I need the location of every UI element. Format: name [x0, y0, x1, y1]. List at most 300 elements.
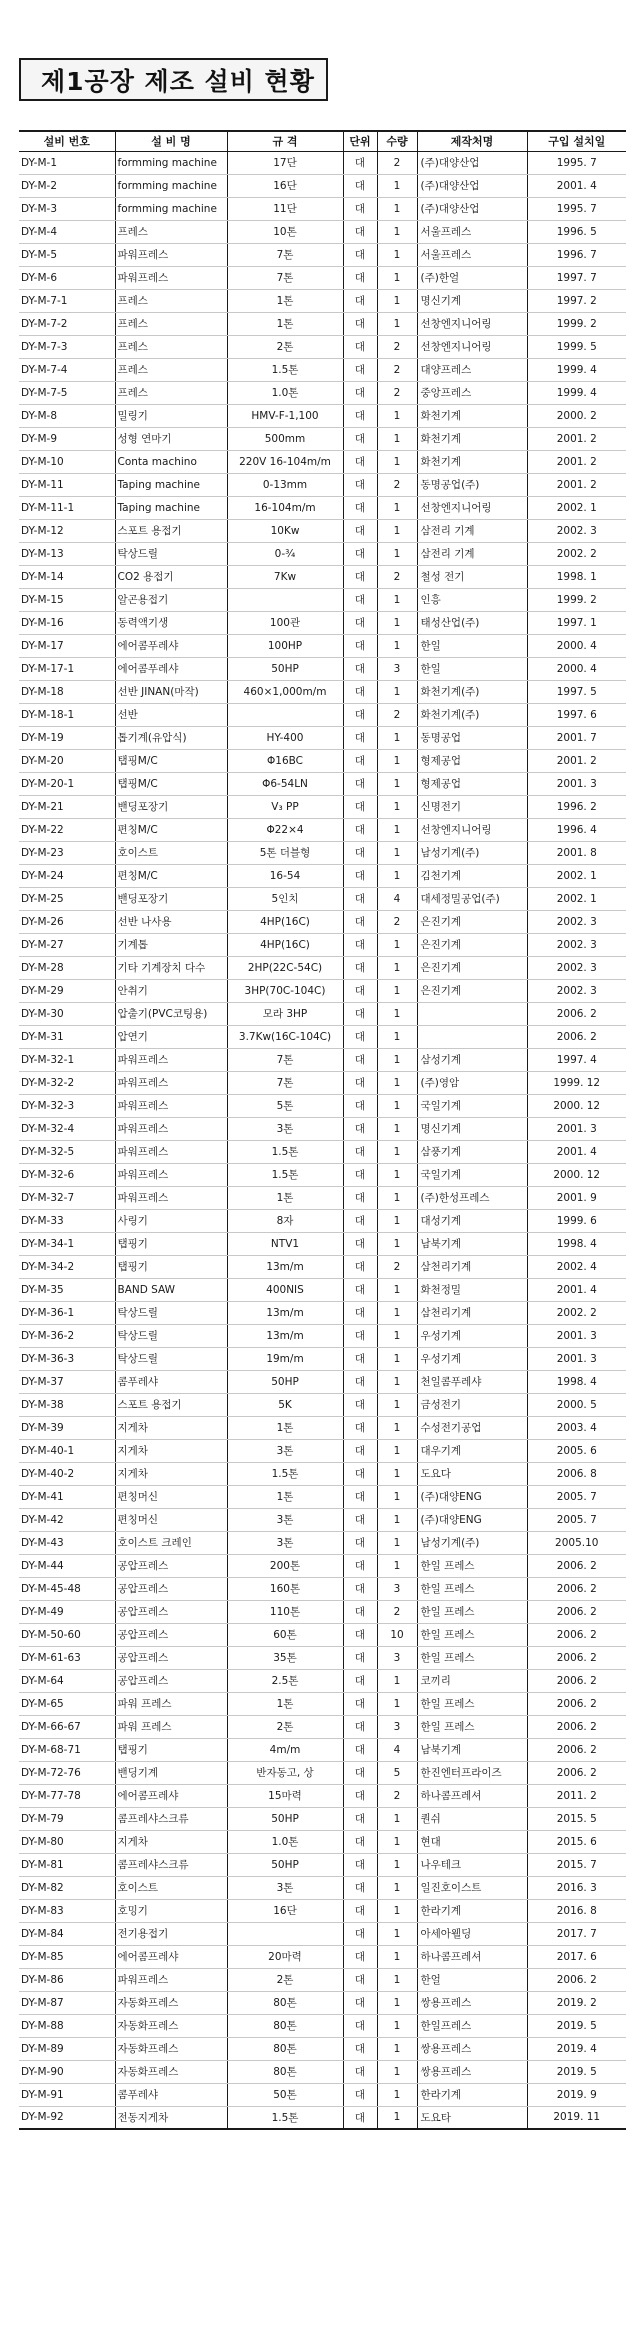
cell-equipment-name: 공압프레스 — [115, 1623, 227, 1646]
table-row — [19, 2106, 626, 2129]
cell-manufacturer: 남성기계(주) — [417, 841, 527, 864]
header-quantity: 수량 — [377, 131, 417, 151]
cell-spec: 5톤 더블형 — [227, 841, 343, 864]
cell-equipment-name: 자동화프레스 — [115, 1991, 227, 2014]
cell-unit: 대 — [343, 726, 377, 749]
cell-spec: 80톤 — [227, 1991, 343, 2014]
cell-install-date: 2001. 9 — [527, 1186, 626, 1209]
cell-equipment-name: 스포트 용접기 — [115, 1393, 227, 1416]
table-row — [19, 1278, 626, 1301]
cell-equipment-name: 프레스 — [115, 335, 227, 358]
equipment-table — [19, 130, 626, 2130]
cell-install-date: 1998. 1 — [527, 565, 626, 588]
equipment-table-wrap — [19, 130, 626, 2130]
table-row — [19, 473, 626, 496]
cell-equipment-name: 지게차 — [115, 1830, 227, 1853]
cell-unit: 대 — [343, 220, 377, 243]
cell-manufacturer: (주)영암 — [417, 1071, 527, 1094]
cell-install-date: 1996. 4 — [527, 818, 626, 841]
cell-quantity: 1 — [377, 818, 417, 841]
cell-spec: 1톤 — [227, 1485, 343, 1508]
cell-spec: 3HP(70C-104C) — [227, 979, 343, 1002]
table-row — [19, 1370, 626, 1393]
cell-equipment-name: 콤프레샤스크류 — [115, 1853, 227, 1876]
cell-spec: 50HP — [227, 657, 343, 680]
cell-quantity: 2 — [377, 473, 417, 496]
cell-equipment-no: DY-M-77-78 — [19, 1784, 115, 1807]
cell-manufacturer: 한일 프레스 — [417, 1692, 527, 1715]
cell-unit: 대 — [343, 519, 377, 542]
cell-spec: Φ16BC — [227, 749, 343, 772]
cell-equipment-name: Taping machine — [115, 496, 227, 519]
cell-install-date: 1998. 4 — [527, 1232, 626, 1255]
cell-equipment-no: DY-M-85 — [19, 1945, 115, 1968]
cell-unit: 대 — [343, 1830, 377, 1853]
cell-manufacturer — [417, 1002, 527, 1025]
cell-unit: 대 — [343, 243, 377, 266]
cell-quantity: 1 — [377, 749, 417, 772]
cell-equipment-name: 파워프레스 — [115, 1163, 227, 1186]
cell-quantity: 1 — [377, 611, 417, 634]
cell-spec: 160톤 — [227, 1577, 343, 1600]
cell-equipment-no: DY-M-25 — [19, 887, 115, 910]
cell-quantity: 1 — [377, 634, 417, 657]
cell-equipment-no: DY-M-13 — [19, 542, 115, 565]
cell-quantity: 1 — [377, 795, 417, 818]
table-row — [19, 266, 626, 289]
cell-equipment-no: DY-M-82 — [19, 1876, 115, 1899]
cell-manufacturer: 한일 프레스 — [417, 1623, 527, 1646]
cell-spec: 1톤 — [227, 1186, 343, 1209]
cell-spec: 16-104m/m — [227, 496, 343, 519]
cell-equipment-no: DY-M-39 — [19, 1416, 115, 1439]
cell-equipment-no: DY-M-18 — [19, 680, 115, 703]
table-row — [19, 381, 626, 404]
cell-unit: 대 — [343, 542, 377, 565]
cell-manufacturer: 나우테크 — [417, 1853, 527, 1876]
table-row — [19, 1485, 626, 1508]
cell-equipment-name: 호이스트 — [115, 841, 227, 864]
cell-quantity: 1 — [377, 864, 417, 887]
table-row — [19, 312, 626, 335]
cell-unit: 대 — [343, 473, 377, 496]
cell-spec: 반자동고, 상 — [227, 1761, 343, 1784]
table-row — [19, 611, 626, 634]
cell-quantity: 1 — [377, 266, 417, 289]
cell-equipment-no: DY-M-4 — [19, 220, 115, 243]
cell-equipment-no: DY-M-29 — [19, 979, 115, 1002]
cell-unit: 대 — [343, 1002, 377, 1025]
cell-manufacturer: 서울프레스 — [417, 243, 527, 266]
cell-unit: 대 — [343, 956, 377, 979]
cell-install-date: 2016. 8 — [527, 1899, 626, 1922]
cell-spec: 16단 — [227, 1899, 343, 1922]
table-row — [19, 1324, 626, 1347]
header-unit: 단위 — [343, 131, 377, 151]
cell-unit: 대 — [343, 1232, 377, 1255]
cell-spec: 5K — [227, 1393, 343, 1416]
table-row — [19, 1416, 626, 1439]
cell-quantity: 2 — [377, 1784, 417, 1807]
cell-install-date: 2005. 7 — [527, 1485, 626, 1508]
table-row — [19, 1991, 626, 2014]
table-row — [19, 542, 626, 565]
cell-quantity: 1 — [377, 1140, 417, 1163]
cell-equipment-name: Taping machine — [115, 473, 227, 496]
cell-install-date: 2001. 3 — [527, 772, 626, 795]
cell-quantity: 1 — [377, 542, 417, 565]
cell-equipment-name: 탁상드릴 — [115, 1324, 227, 1347]
cell-quantity: 1 — [377, 1347, 417, 1370]
cell-spec: 7톤 — [227, 243, 343, 266]
cell-unit: 대 — [343, 427, 377, 450]
cell-spec: 35톤 — [227, 1646, 343, 1669]
cell-manufacturer: 대양프레스 — [417, 358, 527, 381]
cell-unit: 대 — [343, 1784, 377, 1807]
cell-equipment-no: DY-M-65 — [19, 1692, 115, 1715]
cell-equipment-no: DY-M-32-4 — [19, 1117, 115, 1140]
cell-unit: 대 — [343, 289, 377, 312]
cell-install-date: 1997. 1 — [527, 611, 626, 634]
cell-unit: 대 — [343, 657, 377, 680]
cell-spec: 0-13mm — [227, 473, 343, 496]
cell-equipment-no: DY-M-30 — [19, 1002, 115, 1025]
cell-equipment-no: DY-M-32-2 — [19, 1071, 115, 1094]
cell-equipment-no: DY-M-17-1 — [19, 657, 115, 680]
cell-manufacturer: 한얼 — [417, 1968, 527, 1991]
cell-install-date: 2000. 4 — [527, 657, 626, 680]
cell-spec: 1.0톤 — [227, 1830, 343, 1853]
cell-equipment-no: DY-M-7-2 — [19, 312, 115, 335]
cell-equipment-no: DY-M-68-71 — [19, 1738, 115, 1761]
cell-equipment-no: DY-M-38 — [19, 1393, 115, 1416]
cell-equipment-name: 에어콤프레샤 — [115, 1945, 227, 1968]
cell-manufacturer: 삼전리 기계 — [417, 542, 527, 565]
cell-unit: 대 — [343, 1899, 377, 1922]
cell-install-date: 2006. 2 — [527, 1761, 626, 1784]
cell-spec: 10Kw — [227, 519, 343, 542]
cell-equipment-no: DY-M-12 — [19, 519, 115, 542]
table-row — [19, 887, 626, 910]
table-row — [19, 772, 626, 795]
cell-equipment-name: 지게차 — [115, 1462, 227, 1485]
cell-manufacturer: 삼풍기계 — [417, 1140, 527, 1163]
cell-equipment-name: 밴딩포장기 — [115, 887, 227, 910]
table-row — [19, 933, 626, 956]
cell-equipment-name: 편칭M/C — [115, 818, 227, 841]
cell-equipment-name: 밴딩포장기 — [115, 795, 227, 818]
cell-equipment-no: DY-M-41 — [19, 1485, 115, 1508]
cell-install-date: 1999. 12 — [527, 1071, 626, 1094]
cell-spec: 15마력 — [227, 1784, 343, 1807]
table-row — [19, 174, 626, 197]
cell-unit: 대 — [343, 680, 377, 703]
cell-equipment-no: DY-M-64 — [19, 1669, 115, 1692]
cell-spec: 5인치 — [227, 887, 343, 910]
cell-spec: 5톤 — [227, 1094, 343, 1117]
cell-manufacturer: 은진기계 — [417, 910, 527, 933]
cell-equipment-no: DY-M-44 — [19, 1554, 115, 1577]
table-row — [19, 1094, 626, 1117]
cell-manufacturer: 화천기계(주) — [417, 680, 527, 703]
cell-spec — [227, 703, 343, 726]
cell-quantity: 1 — [377, 197, 417, 220]
table-row — [19, 1876, 626, 1899]
table-row — [19, 1025, 626, 1048]
cell-equipment-name: 공압프레스 — [115, 1600, 227, 1623]
cell-quantity: 1 — [377, 841, 417, 864]
cell-equipment-name: 파워 프레스 — [115, 1715, 227, 1738]
cell-spec — [227, 1922, 343, 1945]
cell-quantity: 1 — [377, 289, 417, 312]
cell-manufacturer: 신명전기 — [417, 795, 527, 818]
table-row — [19, 1784, 626, 1807]
cell-equipment-no: DY-M-66-67 — [19, 1715, 115, 1738]
cell-unit: 대 — [343, 2037, 377, 2060]
cell-spec: 1.5톤 — [227, 1163, 343, 1186]
table-row — [19, 1646, 626, 1669]
cell-install-date: 1997. 7 — [527, 266, 626, 289]
cell-install-date: 2019. 5 — [527, 2060, 626, 2083]
cell-unit: 대 — [343, 1485, 377, 1508]
cell-equipment-no: DY-M-88 — [19, 2014, 115, 2037]
cell-spec: 2톤 — [227, 1715, 343, 1738]
cell-install-date: 1997. 6 — [527, 703, 626, 726]
cell-manufacturer: 천일콤푸레샤 — [417, 1370, 527, 1393]
cell-unit: 대 — [343, 1508, 377, 1531]
cell-manufacturer: 인흥 — [417, 588, 527, 611]
cell-unit: 대 — [343, 818, 377, 841]
cell-manufacturer: (주)한성프레스 — [417, 1186, 527, 1209]
cell-install-date: 2001. 8 — [527, 841, 626, 864]
cell-equipment-no: DY-M-21 — [19, 795, 115, 818]
cell-unit: 대 — [343, 1209, 377, 1232]
cell-manufacturer: 화천기계 — [417, 450, 527, 473]
cell-unit: 대 — [343, 565, 377, 588]
cell-spec: 19m/m — [227, 1347, 343, 1370]
cell-equipment-name: 선반 — [115, 703, 227, 726]
cell-spec: 13m/m — [227, 1255, 343, 1278]
cell-equipment-name: 전기용접기 — [115, 1922, 227, 1945]
cell-manufacturer: 한라기계 — [417, 1899, 527, 1922]
table-row — [19, 1600, 626, 1623]
table-row — [19, 1002, 626, 1025]
cell-equipment-name: 탭핑M/C — [115, 749, 227, 772]
cell-quantity: 4 — [377, 887, 417, 910]
cell-unit: 대 — [343, 1554, 377, 1577]
cell-equipment-no: DY-M-7-1 — [19, 289, 115, 312]
cell-spec: 3톤 — [227, 1508, 343, 1531]
cell-equipment-name: 압출기(PVC코팅용) — [115, 1002, 227, 1025]
cell-manufacturer: 형제공업 — [417, 749, 527, 772]
cell-spec: 1.5톤 — [227, 1462, 343, 1485]
cell-install-date: 2005.10 — [527, 1531, 626, 1554]
cell-equipment-name: 탭핑M/C — [115, 772, 227, 795]
cell-unit: 대 — [343, 611, 377, 634]
cell-install-date: 2006. 2 — [527, 1715, 626, 1738]
cell-unit: 대 — [343, 151, 377, 174]
cell-equipment-name: CO2 용접기 — [115, 565, 227, 588]
cell-spec: 1톤 — [227, 312, 343, 335]
table-row — [19, 1255, 626, 1278]
cell-install-date: 2001. 4 — [527, 174, 626, 197]
cell-manufacturer: 도요타 — [417, 2106, 527, 2129]
cell-equipment-name: 프레스 — [115, 289, 227, 312]
cell-quantity: 1 — [377, 1439, 417, 1462]
cell-install-date: 2016. 3 — [527, 1876, 626, 1899]
cell-equipment-name: 호이스트 크레인 — [115, 1531, 227, 1554]
cell-equipment-name: 사링기 — [115, 1209, 227, 1232]
cell-spec: 50톤 — [227, 2083, 343, 2106]
cell-quantity: 1 — [377, 1899, 417, 1922]
cell-spec: 3.7Kw(16C-104C) — [227, 1025, 343, 1048]
cell-spec: Φ22×4 — [227, 818, 343, 841]
cell-unit: 대 — [343, 1715, 377, 1738]
cell-equipment-name: 공압프레스 — [115, 1577, 227, 1600]
cell-unit: 대 — [343, 1623, 377, 1646]
cell-unit: 대 — [343, 358, 377, 381]
cell-equipment-no: DY-M-19 — [19, 726, 115, 749]
cell-unit: 대 — [343, 1876, 377, 1899]
cell-unit: 대 — [343, 1692, 377, 1715]
cell-manufacturer: 한라기계 — [417, 2083, 527, 2106]
cell-unit: 대 — [343, 864, 377, 887]
cell-equipment-name: 편칭M/C — [115, 864, 227, 887]
cell-equipment-name: 프레스 — [115, 220, 227, 243]
cell-manufacturer: 삼전리 기계 — [417, 519, 527, 542]
cell-unit: 대 — [343, 1324, 377, 1347]
cell-install-date: 1996. 7 — [527, 243, 626, 266]
table-row — [19, 496, 626, 519]
cell-equipment-no: DY-M-87 — [19, 1991, 115, 2014]
table-row — [19, 2014, 626, 2037]
cell-equipment-no: DY-M-20-1 — [19, 772, 115, 795]
table-row — [19, 1853, 626, 1876]
cell-spec: 16-54 — [227, 864, 343, 887]
cell-equipment-name: 파워프레스 — [115, 1048, 227, 1071]
cell-manufacturer: 대우기계 — [417, 1439, 527, 1462]
cell-quantity: 1 — [377, 174, 417, 197]
table-row — [19, 519, 626, 542]
cell-spec: 10톤 — [227, 220, 343, 243]
cell-equipment-name: 호이스트 — [115, 1876, 227, 1899]
cell-equipment-name: 동력액기생 — [115, 611, 227, 634]
cell-install-date: 2017. 7 — [527, 1922, 626, 1945]
cell-equipment-name: 전동지게차 — [115, 2106, 227, 2129]
cell-equipment-name: 파워프레스 — [115, 1968, 227, 1991]
table-row — [19, 1922, 626, 1945]
cell-quantity: 1 — [377, 519, 417, 542]
cell-spec: 2.5톤 — [227, 1669, 343, 1692]
cell-quantity: 3 — [377, 1646, 417, 1669]
cell-manufacturer: 남북기계 — [417, 1232, 527, 1255]
cell-equipment-name: 공압프레스 — [115, 1646, 227, 1669]
cell-manufacturer: 한일프레스 — [417, 2014, 527, 2037]
cell-manufacturer: 일진호이스트 — [417, 1876, 527, 1899]
cell-equipment-no: DY-M-40-1 — [19, 1439, 115, 1462]
cell-equipment-no: DY-M-11-1 — [19, 496, 115, 519]
cell-equipment-no: DY-M-23 — [19, 841, 115, 864]
cell-quantity: 2 — [377, 565, 417, 588]
cell-spec: 17단 — [227, 151, 343, 174]
cell-spec: 3톤 — [227, 1439, 343, 1462]
cell-quantity: 1 — [377, 1807, 417, 1830]
cell-equipment-name: 지게차 — [115, 1439, 227, 1462]
cell-equipment-no: DY-M-1 — [19, 151, 115, 174]
cell-equipment-no: DY-M-8 — [19, 404, 115, 427]
table-row — [19, 910, 626, 933]
cell-spec: 3톤 — [227, 1876, 343, 1899]
cell-spec: 60톤 — [227, 1623, 343, 1646]
cell-equipment-name: formming machine — [115, 197, 227, 220]
cell-manufacturer: 형제공업 — [417, 772, 527, 795]
cell-manufacturer: 한일 프레스 — [417, 1715, 527, 1738]
table-row — [19, 588, 626, 611]
cell-quantity: 1 — [377, 979, 417, 1002]
cell-quantity: 1 — [377, 933, 417, 956]
table-row — [19, 1554, 626, 1577]
cell-manufacturer: 한일 — [417, 657, 527, 680]
cell-equipment-no: DY-M-24 — [19, 864, 115, 887]
cell-equipment-no: DY-M-80 — [19, 1830, 115, 1853]
cell-equipment-no: DY-M-5 — [19, 243, 115, 266]
table-row — [19, 1140, 626, 1163]
cell-spec: 2톤 — [227, 335, 343, 358]
cell-equipment-no: DY-M-6 — [19, 266, 115, 289]
cell-spec: 1톤 — [227, 1416, 343, 1439]
cell-install-date: 2001. 2 — [527, 749, 626, 772]
cell-spec: 80톤 — [227, 2060, 343, 2083]
table-row — [19, 1738, 626, 1761]
cell-install-date: 2001. 4 — [527, 1278, 626, 1301]
cell-quantity: 1 — [377, 588, 417, 611]
cell-spec: 3톤 — [227, 1117, 343, 1140]
cell-equipment-no: DY-M-3 — [19, 197, 115, 220]
cell-manufacturer: 대세정밀공업(주) — [417, 887, 527, 910]
cell-equipment-name: 공압프레스 — [115, 1669, 227, 1692]
cell-equipment-no: DY-M-37 — [19, 1370, 115, 1393]
cell-unit: 대 — [343, 1140, 377, 1163]
cell-unit: 대 — [343, 1462, 377, 1485]
cell-install-date: 1999. 5 — [527, 335, 626, 358]
header-manufacturer: 제작처명 — [417, 131, 527, 151]
cell-install-date: 2002. 2 — [527, 542, 626, 565]
cell-quantity: 2 — [377, 381, 417, 404]
cell-equipment-name: formming machine — [115, 174, 227, 197]
cell-quantity: 1 — [377, 1117, 417, 1140]
cell-unit: 대 — [343, 1117, 377, 1140]
cell-quantity: 5 — [377, 1761, 417, 1784]
cell-install-date: 2002. 1 — [527, 496, 626, 519]
cell-unit: 대 — [343, 634, 377, 657]
cell-install-date: 2002. 4 — [527, 1255, 626, 1278]
cell-manufacturer: 명신기계 — [417, 289, 527, 312]
cell-quantity: 3 — [377, 1715, 417, 1738]
cell-install-date: 2000. 5 — [527, 1393, 626, 1416]
cell-quantity: 1 — [377, 1531, 417, 1554]
cell-unit: 대 — [343, 1991, 377, 2014]
cell-manufacturer: 명신기계 — [417, 1117, 527, 1140]
cell-spec: HY-400 — [227, 726, 343, 749]
cell-install-date: 2002. 3 — [527, 519, 626, 542]
cell-manufacturer: 은진기계 — [417, 956, 527, 979]
cell-quantity: 1 — [377, 1853, 417, 1876]
cell-unit: 대 — [343, 703, 377, 726]
table-row — [19, 1945, 626, 1968]
cell-unit: 대 — [343, 1163, 377, 1186]
cell-equipment-name: 파워프레스 — [115, 1071, 227, 1094]
cell-manufacturer: 은진기계 — [417, 979, 527, 1002]
